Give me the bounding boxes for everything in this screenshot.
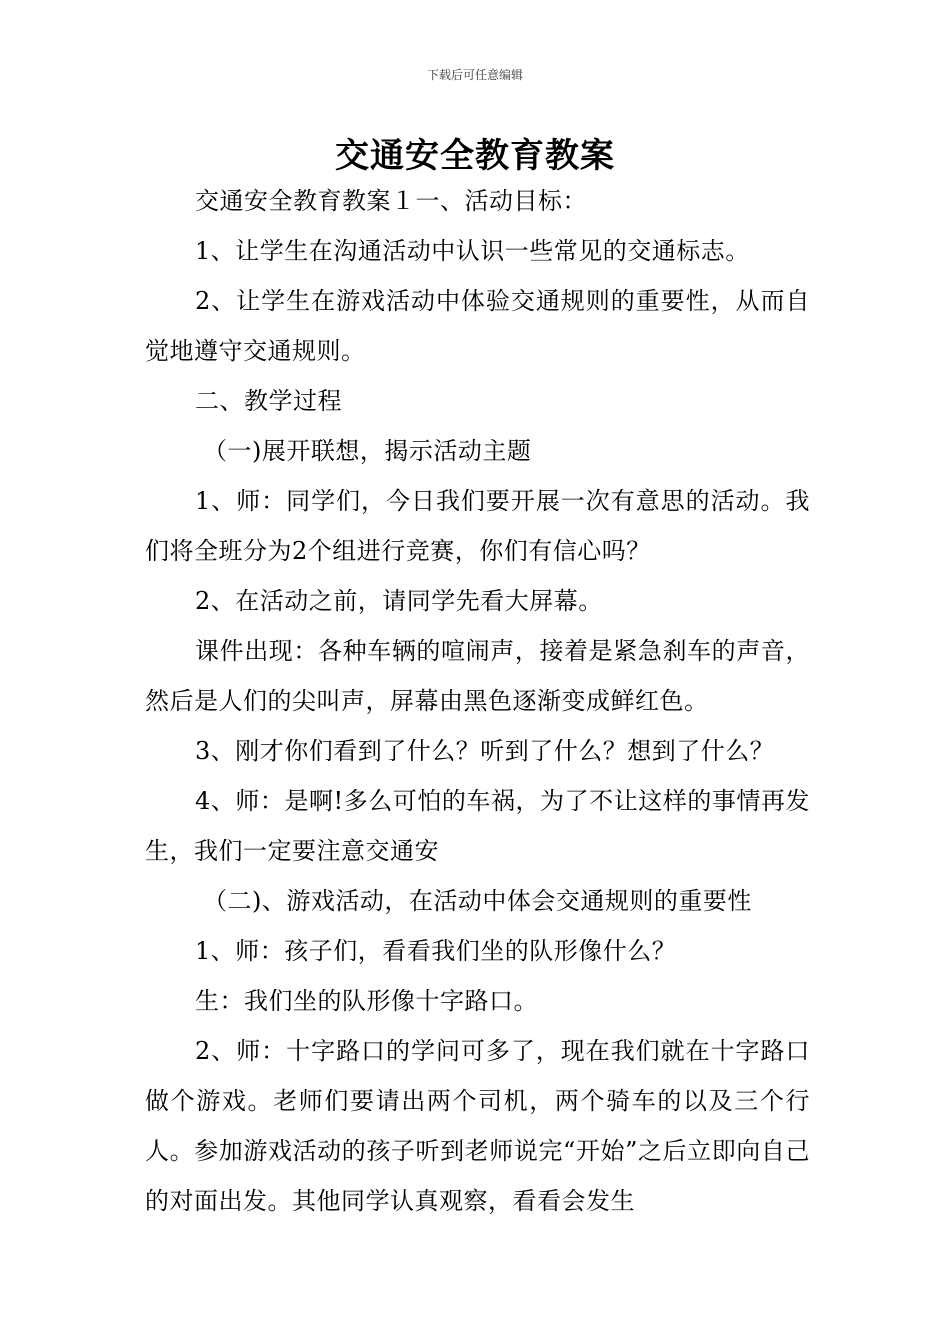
paragraph: （一)展开联想，揭示活动主题	[203, 437, 532, 465]
paragraph: 1、师：同学们，今日我们要开展一次有意思的活动。我们将全班分为2个组进行竞赛，你们有信心吗？	[145, 487, 810, 565]
paragraph: （二)、游戏活动，在活动中体会交通规则的重要性	[203, 887, 752, 915]
paragraph: 二、教学过程	[195, 387, 342, 415]
paragraph: 交通安全教育教案１一、活动目标：	[195, 187, 587, 215]
paragraph: 2、师：十字路口的学问可多了，现在我们就在十字路口做个游戏。老师们要请出两个司机，两个骑车的以及三个行人。参加游戏活动的孩子听到老师说完“开始”之后立即向自己的对面出发。其他同学认真观察，看看会发生	[145, 1037, 810, 1215]
paragraph: 4、师：是啊!多么可怕的车祸，为了不让这样的事情再发生，我们一定要注意交通安	[145, 787, 810, 865]
paragraph: 3、刚才你们看到了什么？听到了什么？想到了什么？	[195, 737, 775, 765]
paragraph: 生：我们坐的队形像十字路口。	[195, 987, 538, 1015]
paragraph: 1、让学生在沟通活动中认识一些常见的交通标志。	[195, 237, 750, 265]
document-body	[145, 176, 810, 1226]
paragraph: 课件出现：各种车辆的喧闹声，接着是紧急刹车的声音，然后是人们的尖叫声，屏幕由黑色逐渐变成鲜红色。	[145, 637, 810, 715]
paragraph: 1、师：孩子们，看看我们坐的队形像什么？	[195, 937, 677, 965]
document-title: 交通安全教育教案	[335, 136, 615, 176]
paragraph: 2、让学生在游戏活动中体验交通规则的重要性，从而自觉地遵守交通规则。	[145, 287, 810, 365]
paragraph: 2、在活动之前，请同学先看大屏幕。	[195, 587, 603, 615]
page-header-note: 下载后可任意编辑	[426, 68, 523, 82]
